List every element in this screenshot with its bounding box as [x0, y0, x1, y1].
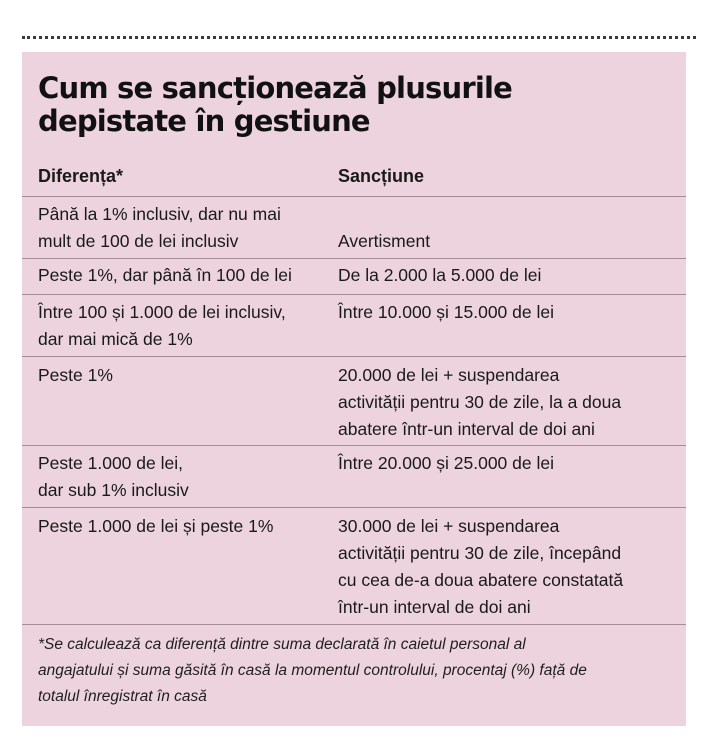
cell-diferenta: [38, 513, 334, 540]
cell-line: 30.000 de lei + suspendarea: [338, 516, 560, 536]
cell-line: 20.000 de lei + suspendarea: [338, 365, 560, 385]
cell-line: Peste 1.000 de lei și peste 1%: [38, 516, 274, 536]
table-row: [22, 357, 686, 446]
table-row: [22, 197, 686, 259]
cell-line: Peste 1.000 de lei,: [38, 453, 183, 473]
panel-title: [38, 72, 668, 138]
cell-diferenta: [38, 450, 334, 504]
table-header-row: [22, 164, 686, 197]
dotted-separator: [22, 36, 696, 39]
cell-sanctiune: [338, 450, 678, 477]
cell-line: Între 20.000 și 25.000 de lei: [338, 453, 554, 473]
column-header-diferenta: Diferența*: [38, 166, 124, 186]
cell-sanctiune: [338, 262, 678, 289]
cell-line: De la 2.000 la 5.000 de lei: [338, 265, 542, 285]
cell-line: abatere într-un interval de doi ani: [338, 419, 595, 439]
footnote-line: angajatului și suma găsită în casă la momentul controlului, procentaj (%) față de: [38, 662, 587, 679]
cell-diferenta: [38, 299, 334, 353]
cell-line: dar sub 1% inclusiv: [38, 480, 189, 500]
table-row: [22, 446, 686, 508]
cell-line: Între 100 și 1.000 de lei inclusiv,: [38, 302, 286, 322]
cell-sanctiune: [338, 362, 678, 443]
cell-line: cu cea de-a doua abatere constatată: [338, 570, 624, 590]
cell-diferenta: [38, 262, 334, 289]
title-line-1: Cum se sancționează plusurile: [38, 71, 512, 105]
cell-line: Peste 1%, dar până în 100 de lei: [38, 265, 292, 285]
cell-line: Între 10.000 și 15.000 de lei: [338, 302, 554, 322]
cell-line: Avertisment: [338, 231, 431, 251]
cell-sanctiune: [338, 299, 678, 326]
cell-line: [338, 201, 678, 228]
sanctions-table: [22, 164, 686, 625]
column-header-sanctiune: Sancțiune: [338, 166, 425, 186]
sanctions-panel: [22, 52, 686, 726]
footnote-line: *Se calculează ca diferență dintre suma declarată în caietul personal al: [38, 636, 526, 653]
cell-line: într-un interval de doi ani: [338, 597, 531, 617]
cell-line: activității pentru 30 de zile, începând: [338, 543, 622, 563]
title-line-2: depistate în gestiune: [38, 104, 370, 138]
cell-sanctiune: [338, 201, 678, 255]
cell-sanctiune: [338, 513, 678, 621]
cell-line: Peste 1%: [38, 365, 113, 385]
footnote-line: totalul înregistrat în casă: [38, 688, 207, 705]
table-row: [22, 259, 686, 295]
cell-diferenta: [38, 362, 334, 389]
cell-line: dar mai mică de 1%: [38, 329, 193, 349]
cell-line: Până la 1% inclusiv, dar nu mai: [38, 204, 281, 224]
footnote: [38, 632, 678, 710]
table-row: [22, 508, 686, 625]
table-row: [22, 295, 686, 357]
cell-diferenta: [38, 201, 334, 255]
cell-line: activității pentru 30 de zile, la a doua: [338, 392, 622, 412]
cell-line: mult de 100 de lei inclusiv: [38, 231, 239, 251]
